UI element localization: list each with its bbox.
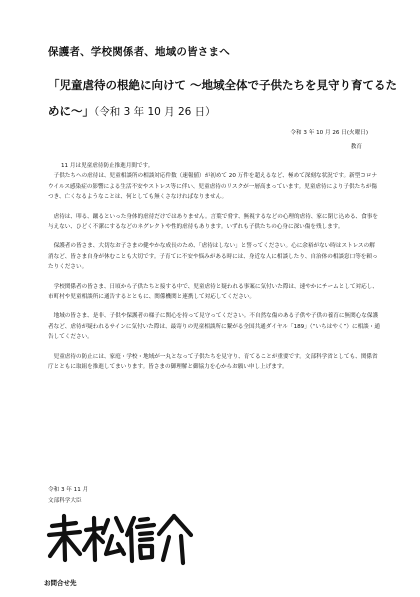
body-paragraph-5: 学校関係者の皆さま、日頃から子供たちと接する中で、児童虐待と疑われる事案に気付いた際は、速やかにチームとして対応し、市町村や児童相談所に通告するとともに、関係機関と連携して対応してください。 [48,283,378,301]
body-paragraph-2: 子供たちへの虐待は、児童相談所の相談対応件数（速報値）が初めて 20 万件を超えるなど、極めて深刻な状況です。新型コロナウイルス感染症の影響による生活不安やストレス等に伴い、児童虐待のリスクが一層高まっています。児童虐待により子供たちが傷つき、亡くなるようなことは、何としても無くさなければなりません。 [48,173,378,201]
body-paragraph-1: 11 月は児童虐待防止推進月間です。 [61,163,154,169]
handwritten-signature [46,508,196,568]
body-paragraph-4: 保護者の皆さま、大切なお子さまの健やかな成長のため、「虐待はしない」と誓ってください。心に余裕がない時はストレスの解消など、皆さま自身が休むことも大切です。子育てに不安や悩みがある時には、身近な人に相談したり、自治体の相談窓口等を頼ったりください。 [48,243,378,271]
body-paragraph-7: 児童虐待の防止には、家庭・学校・地域が一丸となって子供たちを見守り、育てることが重要です。文部科学省としても、関係省庁とともに取組を推進してまいります。皆さまの御理解と御協力を心からお願い申し上げます。 [48,353,378,371]
closing-date: 令和 3 年 11 月 [48,487,89,493]
issue-date: 令和 3 年 10 月 26 日(火曜日) [290,130,368,136]
body-paragraph-3: 虐待は、叩る、蹴るといった身体的虐待だけではありません。言葉で脅す、無視するなどの心理的虐待、家に閉じ込める、食事を与えない、ひどく不潔にするなどのネグレクトや性的虐待もあります。いずれも子供たちの心身に深い傷を残します。 [48,213,378,231]
document-title [48,72,398,125]
closing-author: 文部科学大臣 [48,498,82,504]
contact-heading: お問合せ先 [44,579,77,587]
title-date: （令和 3 年 10 月 26 日） [94,106,216,118]
title-text: 「児童虐待の根絶に向けて ～地域全体で子供たちを見守り育てるために～」 [48,78,397,118]
body-paragraph-6: 地域の皆さま、是非、子供や保護者の様子に関心を持って見守ってください。不自然な傷のある子供や子供の養育に無関心な保護者など、虐待が疑われるサインに気付いた際は、最寄りの児童相談所に繋がる全国共通ダイヤル「189」（“いちはやく”）に相談・通告してください。 [48,313,380,341]
issuing-office: 教育 [350,144,362,150]
letter-body [48,161,380,382]
addressee-line: 保護者、学校関係者、地域の皆さまへ [48,46,230,58]
